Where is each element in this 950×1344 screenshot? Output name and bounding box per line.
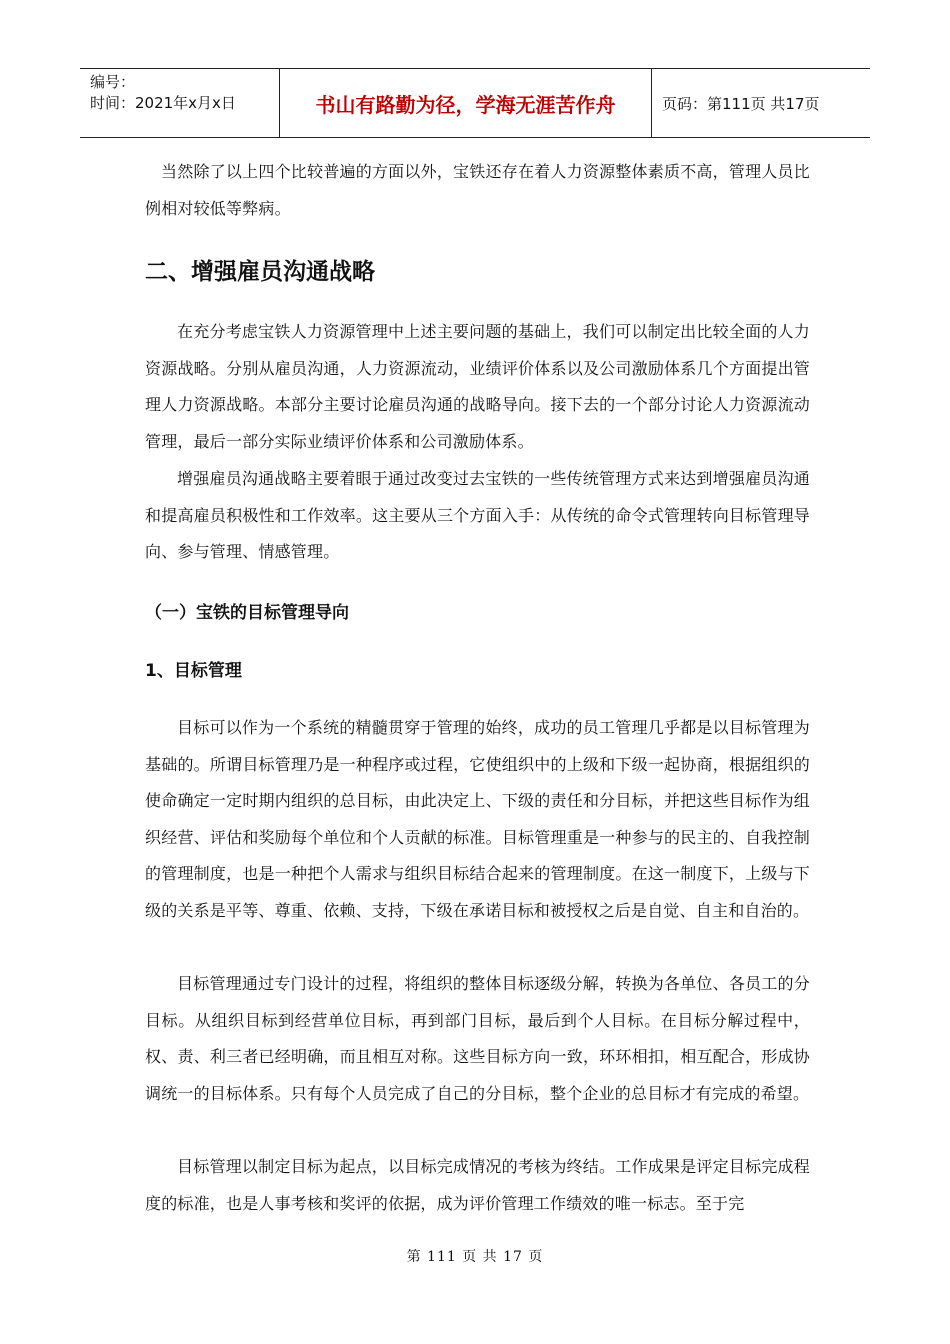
subsection-heading: （一）宝铁的目标管理导向 <box>145 603 349 623</box>
section-heading: 二、增强雇员沟通战略 <box>145 259 375 285</box>
paragraph: 目标可以作为一个系统的精髓贯穿于管理的始终，成功的员工管理几乎都是以目标管理为基础的。所谓目标管理乃是一种程序或过程，它使组织中的上级和下级一起协商，根据组织的使命确定一定时期内组织的总目标，由此决定上、下级的责任和分目标，并把这些目标作为组织经营、评估和奖励每个单位和个人贡献的标准。目标管理重是一种参与的民主的、自我控制的管理制度，也是一种把个人需求与组织目标结合起来的管理制度。在这一制度下，上级与下级的关系是平等、尊重、依赖、支持，下级在承诺目标和被授权之后是自觉、自主和自治的。 <box>145 718 810 920</box>
header-meta <box>80 69 280 137</box>
paragraph: 当然除了以上四个比较普遍的方面以外，宝铁还存在着人力资源整体素质不高，管理人员比例相对较低等弊病。 <box>145 162 810 218</box>
paragraph: 增强雇员沟通战略主要着眼于通过改变过去宝铁的一些传统管理方式来达到增强雇员沟通和提高雇员积极性和工作效率。这主要从三个方面入手：从传统的命令式管理转向目标管理导向、参与管理、情感管理。 <box>145 469 810 561</box>
header-page-number: 页码：第111页 共17页 <box>662 94 820 113</box>
paragraph: 目标管理以制定目标为起点，以目标完成情况的考核为终结。工作成果是评定目标完成程度的标准，也是人事考核和奖评的依据，成为评价管理工作绩效的唯一标志。至于完 <box>145 1157 810 1213</box>
paragraph: 目标管理通过专门设计的过程，将组织的整体目标逐级分解，转换为各单位、各员工的分目标。从组织目标到经营单位目标，再到部门目标，最后到个人目标。在目标分解过程中，权、责、利三者已经明确，而且相互对称。这些目标方向一致，环环相扣，相互配合，形成协调统一的目标体系。只有每个人员完成了自己的分目标，整个企业的总目标才有完成的希望。 <box>145 974 810 1103</box>
serial-label: 编号： <box>90 73 136 91</box>
header-motto: 书山有路勤为径，学海无涯苦作舟 <box>280 69 652 137</box>
page-header <box>80 68 870 138</box>
date-label: 时间：2021年x月x日 <box>90 94 236 112</box>
paragraph: 在充分考虑宝铁人力资源管理中上述主要问题的基础上，我们可以制定出比较全面的人力资源战略。分别从雇员沟通，人力资源流动，业绩评价体系以及公司激励体系几个方面提出管理人力资源战略。本部分主要讨论雇员沟通的战略导向。接下去的一个部分讨论人力资源流动管理，最后一部分实际业绩评价体系和公司激励体系。 <box>145 322 810 451</box>
item-heading: 1、目标管理 <box>145 661 242 681</box>
page-footer: 第 111 页 共 17 页 <box>406 1249 544 1265</box>
